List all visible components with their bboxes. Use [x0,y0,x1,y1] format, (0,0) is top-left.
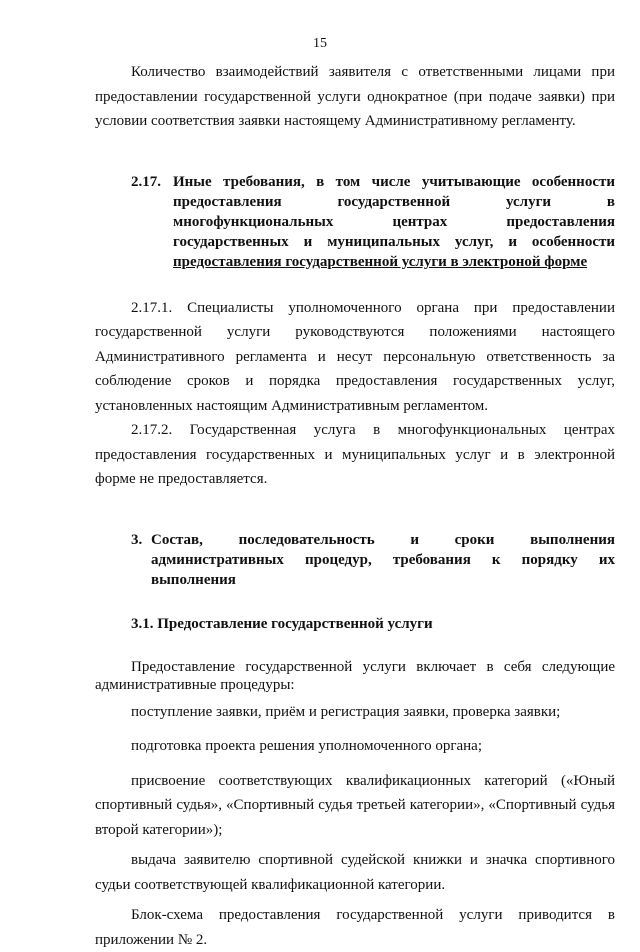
procedure-item-3: присвоение соответствующих квалификационных категорий («Юный спортивный судья», «Спортивный судья третьей категории», «Спортивный судья второй категории»); [95,772,615,838]
paragraph-2-17-1: 2.17.1. Специалисты уполномоченного органа при предоставлении государственной услуги руководствуются положениями настоящего Административного регламента и несут персональную ответственность за соблюдение сроков и порядка предоставления государственных услуг, установленных настоящим Административным регламентом. [95,299,615,414]
procedure-item-4: выдача заявителю спортивной судейской книжки и значка спортивного судьи соответствующей квалификационной категории. [95,852,615,893]
paragraph-3-1-intro: Предоставление государственной услуги включает в себя следующие административные процедуры: [95,658,615,693]
section-3-heading [95,530,615,590]
section-2-17-heading [95,172,615,272]
procedure-item-1: поступление заявки, приём и регистрация заявки, проверка заявки; [131,703,561,720]
procedure-item-2: подготовка проекта решения уполномоченного органа; [131,738,482,754]
paragraph-3-1-scheme: Блок-схема предоставления государственной услуги приводится в приложении № 2. [95,907,615,948]
paragraph-2-17-2: 2.17.2. Государственная услуга в многофункциональных центрах предоставления государственных и муниципальных услуг и в электронной форме не предоставляется. [95,422,615,487]
page-number: 15 [313,36,327,51]
document-body [95,60,615,952]
section-2-17-title [173,172,615,272]
section-2-17-title-underlined: предоставления государственной услуги в электроной форме [173,253,588,270]
section-2-17-title-main: Иные требования, в том числе учитывающие особенности предоставления государственной услуги в многофункциональных центрах предоставления государственных и муниципальных услуг, и особенности [173,173,615,250]
section-3-number: 3. [131,531,143,548]
section-2-17-number: 2.17. [131,173,161,190]
section-3-1-heading: 3.1. Предоставление государственной услуги [131,615,433,632]
section-3-title: Состав, последовательность и сроки выполнения административных процедур, требования к порядку их выполнения [151,531,615,588]
intro-paragraph: Количество взаимодействий заявителя с ответственными лицами при предоставлении государственной услуги однократное (при подаче заявки) при условии соответствия заявки настоящему Административному регламенту. [95,64,615,129]
